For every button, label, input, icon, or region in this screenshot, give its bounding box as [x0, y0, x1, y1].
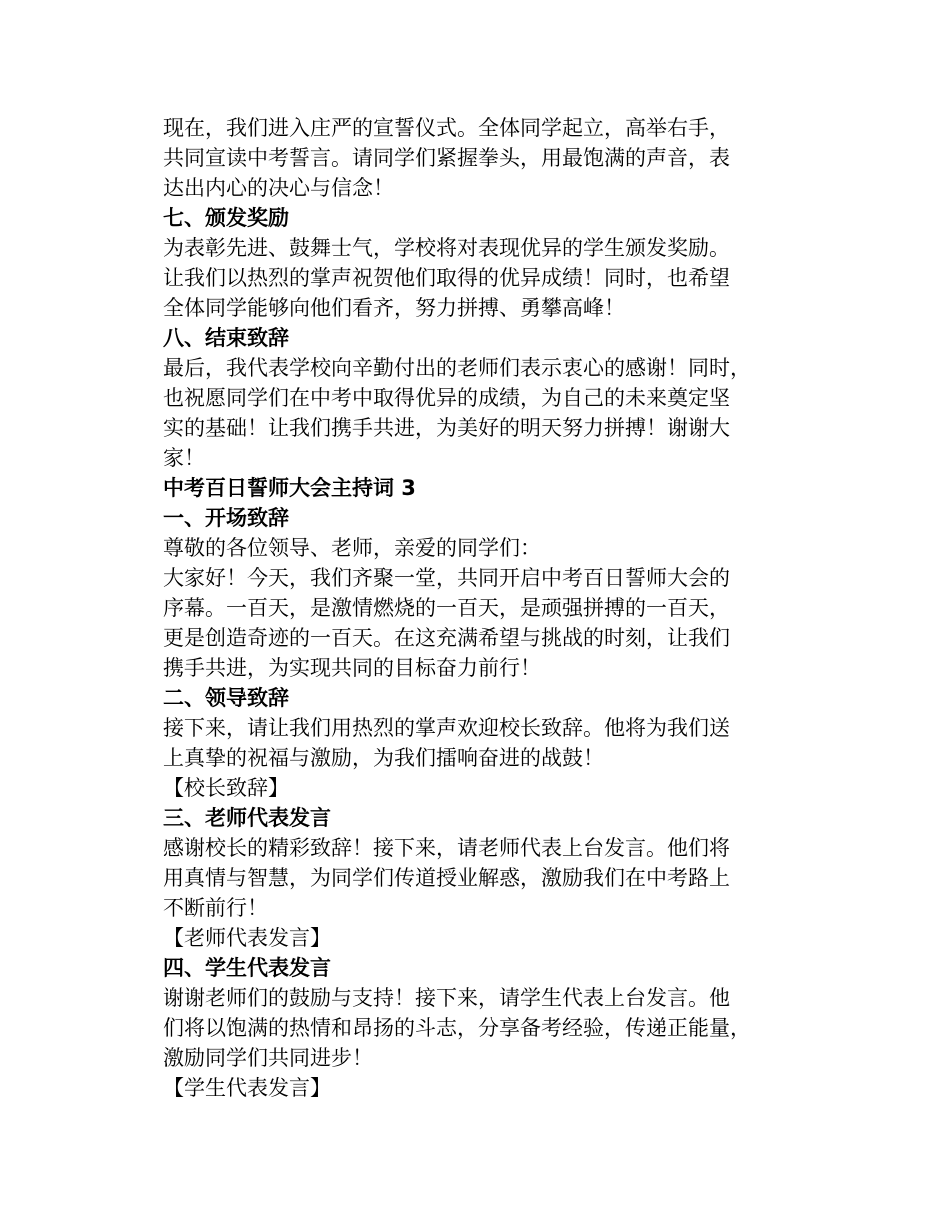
text-line: 更是创造奇迹的一百天。在这充满希望与挑战的时刻，让我们 — [163, 626, 730, 650]
text-line: 上真挚的祝福与激励，为我们擂响奋进的战鼓！ — [163, 746, 604, 770]
text-line: 序幕。一百天，是激情燃烧的一百天，是顽强拼搏的一百天， — [163, 596, 730, 620]
text-line: 大家好！今天，我们齐聚一堂，共同开启中考百日誓师大会的 — [163, 566, 730, 590]
text-line: 达出内心的决心与信念！ — [163, 176, 394, 200]
text-line: 不断前行！ — [163, 896, 268, 920]
section-heading: 七、颁发奖励 — [163, 206, 289, 230]
section-heading: 三、老师代表发言 — [163, 806, 331, 830]
section-heading: 四、学生代表发言 — [163, 956, 331, 980]
text-line: 也祝愿同学们在中考中取得优异的成绩，为自己的未来奠定坚 — [163, 386, 730, 410]
text-line: 【老师代表发言】 — [163, 926, 331, 950]
text-line: 家！ — [163, 446, 205, 470]
section-heading: 一、开场致辞 — [163, 506, 289, 530]
text-line: 实的基础！让我们携手共进，为美好的明天努力拼搏！谢谢大 — [163, 416, 730, 440]
text-line: 尊敬的各位领导、老师，亲爱的同学们： — [163, 536, 541, 560]
text-line: 接下来，请让我们用热烈的掌声欢迎校长致辞。他将为我们送 — [163, 716, 730, 740]
text-line: 为表彰先进、鼓舞士气，学校将对表现优异的学生颁发奖励。 — [163, 236, 730, 260]
text-line: 共同宣读中考誓言。请同学们紧握拳头，用最饱满的声音，表 — [163, 146, 730, 170]
section-heading: 二、领导致辞 — [163, 686, 289, 710]
section-heading: 八、结束致辞 — [163, 326, 289, 350]
text-line: 们将以饱满的热情和昂扬的斗志，分享备考经验，传递正能量， — [163, 1016, 751, 1040]
document-body — [163, 113, 803, 1103]
section-heading: 中考百日誓师大会主持词 3 — [163, 476, 416, 500]
text-line: 让我们以热烈的掌声祝贺他们取得的优异成绩！同时，也希望 — [163, 266, 730, 290]
text-line: 全体同学能够向他们看齐，努力拼搏、勇攀高峰！ — [163, 296, 625, 320]
text-line: 激励同学们共同进步！ — [163, 1046, 373, 1070]
text-line: 【校长致辞】 — [163, 776, 289, 800]
text-line: 感谢校长的精彩致辞！接下来，请老师代表上台发言。他们将 — [163, 836, 730, 860]
text-line: 【学生代表发言】 — [163, 1076, 331, 1100]
text-line: 现在，我们进入庄严的宣誓仪式。全体同学起立，高举右手， — [163, 116, 730, 140]
text-line: 最后，我代表学校向辛勤付出的老师们表示衷心的感谢！同时， — [163, 356, 751, 380]
text-line: 谢谢老师们的鼓励与支持！接下来，请学生代表上台发言。他 — [163, 986, 730, 1010]
text-line: 用真情与智慧，为同学们传道授业解惑，激励我们在中考路上 — [163, 866, 730, 890]
text-line: 携手共进，为实现共同的目标奋力前行！ — [163, 656, 541, 680]
